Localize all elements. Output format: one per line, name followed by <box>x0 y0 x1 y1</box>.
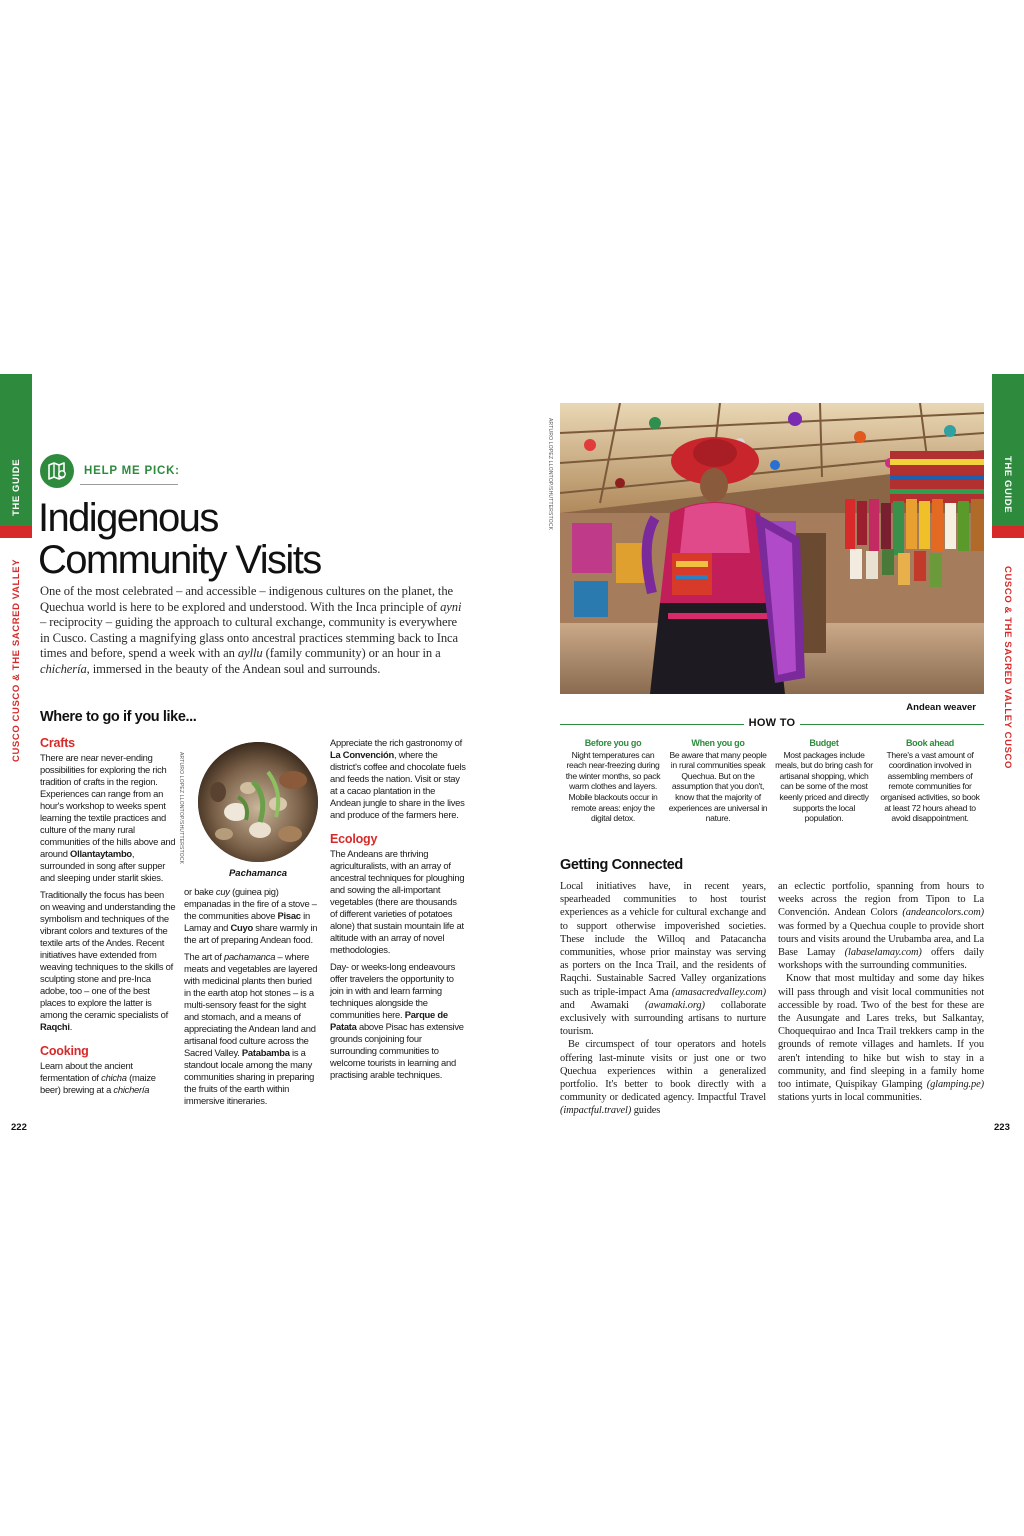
text-run: (amasacredvalley.com) <box>671 986 766 998</box>
right-tab-red <box>992 526 1024 538</box>
text-run: (family community) or an hour in a <box>262 646 441 661</box>
text-run: Be circumspect of tour operators and hotels offering last-minute visits or just one or two Quechua experiences within a generalized portfolio. It's better to book directly with a community or dedicated agency. Impactful Travel <box>560 1039 766 1104</box>
text-run: One of the most celebrated – and accessible – indigenous cultures on the planet, the Quechua world is here to be explored and understood. With the Inca principle of <box>40 584 454 614</box>
text-run: , where the district's coffee and chocolate fuels and feeds the nation. Visit or stay at a cacao plantation in the Andean jungle to share in the lives and produce of the farmers here. <box>330 749 466 820</box>
text-run: Traditionally the focus has been on weaving and understanding the symbolism and techniques of the vibrant colors and textures of the textile arts of the Andes. Recent initiatives have extended from weaving techniques to the skills of sculpting stone and pre-Inca adobe, too – one of the best places to explore the latter is among the ceramic specialists of <box>40 889 176 1020</box>
howto-when-heading: When you go <box>691 738 745 748</box>
cooking-paragraph-2 <box>184 886 318 946</box>
text-run: Learn about the ancient fermentation of <box>40 1060 133 1083</box>
text-run: above Pisac has extensive grounds conjoining four surrounding communities to welcome tourists in learning and practising arable techniques. <box>330 1021 464 1080</box>
ecology-heading: Ecology <box>330 832 378 846</box>
howto-heading: HOW TO <box>748 717 796 729</box>
howto-rule-left <box>560 724 744 725</box>
weaver-credit: ARTURO LOPEZ LLONTOP/SHUTTERSTOCK <box>547 418 553 531</box>
gc-paragraph-4 <box>778 972 984 1104</box>
text-run: Day- or weeks-long endeavours offer travelers the opportunity to join in with and learn farming techniques alongside the communities here. <box>330 961 456 1020</box>
gc-column-2 <box>778 880 984 1104</box>
ecology-paragraph-1 <box>330 848 466 956</box>
text-run: collaborate exclusively with surrounding artisans to nurture tourism. <box>560 999 766 1038</box>
left-running-head: CUSCO CUSCO & THE SACRED VALLEY <box>11 558 22 762</box>
kicker-rule <box>80 484 178 485</box>
crafts-paragraph-2 <box>40 889 176 1033</box>
text-run: Ollantaytambo <box>70 848 132 859</box>
pachamanca-caption: Pachamanca <box>228 868 288 879</box>
text-run: Know that most multiday and some day hikes will pass through and visit local communities not accessible by road. Two of the best for these are the Ausungate and Lares treks, but Salkantay, Choquequirao and Inca Trail trekkers camp in the grounds of remote villages and hamlets. If you aren't intending to hike but wish to stay in a community, and find sleeping in a family home too intimate, Quispikay Glamping <box>778 973 984 1091</box>
text-run: Local initiatives have, in recent years, spearheaded communities to host tourist experiences as a vehicle for cultural exchange and to support otherwise impoverished societies. These include the Willoq and Patacancha communities, whose prior mainstay was serving as porters on the Inca Trail, and the residents of Raqchi. Sustainable Sacred Valley organizations such as triple-impact Ama <box>560 881 766 998</box>
left-tab-red <box>0 526 32 538</box>
howto-book-heading: Book ahead <box>905 738 954 748</box>
text-run: There are near never-ending possibilities for exploring the rich tradition of crafts in the region. Experiences can range from an hour's workshop to weeks spent learning the textile practices and culture of the many rural communities of the hills above and around <box>40 752 176 859</box>
cooking-heading: Cooking <box>40 1044 89 1058</box>
text-run: (glamping.pe) <box>926 1079 984 1091</box>
page-number-right: 223 <box>994 1122 1010 1133</box>
weaver-caption: Andean weaver <box>906 702 976 713</box>
text-run: chicha <box>101 1072 127 1083</box>
text-run: – reciprocity – guiding the approach to cultural exchange, community is everywhere in Cusco. Casting a magnifying glass onto ancestral practices stemming back to Inca times and before, spend a week with an <box>40 615 459 661</box>
howto-book-text: There's a vast amount of coordination involved in assembling members of remote communities for organised activities, so book at least 72 hours ahead to avoid disappointment. <box>880 749 980 824</box>
text-run: (andeancolors.com) <box>902 907 984 919</box>
text-run: – where meats and vegetables are layered with medicinal plants then buried in the earth atop hot stones – is a multi-sensory feast for the sight and stomach, and a means of appreciating the Andean land and artisanal food culture across the Sacred Valley. <box>184 951 318 1058</box>
text-run: Patabamba <box>241 1047 290 1058</box>
gc-paragraph-2 <box>560 1038 766 1117</box>
where-heading: Where to go if you like... <box>40 709 197 725</box>
text-run: chichería <box>113 1084 150 1095</box>
text-run: Parque de Patata <box>330 1009 448 1032</box>
text-run: guides <box>631 1105 661 1117</box>
column-crafts <box>40 737 176 1101</box>
pachamanca-credit: ARTURO LOPEZ LLONTOP/SHUTTERSTOCK <box>178 752 184 865</box>
text-run: (guinea pig) empanadas in the fire of a stove – the communities above <box>184 886 317 921</box>
text-run: stations yurts in local communities. <box>778 1092 922 1104</box>
howto-before-text: Night temperatures can reach near-freezing during the winter months, so pack warm clothes and layers. Mobile blackouts occur in remote areas: enjoy the digital detox. <box>565 749 661 824</box>
howto-when <box>668 738 768 824</box>
text-run: was formed by a Quechua couple to provide short tours and visits around the Urubamba area, and La Base Lamay <box>778 920 984 959</box>
gc-paragraph-3 <box>778 880 984 972</box>
text-run: (awamaki.org) <box>645 999 705 1011</box>
text-run: Cuyo <box>230 922 253 933</box>
text-run: Appreciate the rich gastronomy of <box>330 737 462 748</box>
text-run: an eclectic portfolio, spanning from hours to weeks across the region from Tipon to La Convención. Andean Colors <box>778 881 984 919</box>
text-run: The art of <box>184 951 224 962</box>
text-run: is a standout locale among the many communities sharing in preparing the fruits of the earth within immersive itineraries. <box>184 1047 315 1106</box>
howto-before <box>563 738 663 824</box>
text-run: ayni <box>440 599 462 614</box>
text-run: , surrounded in song after supper and sleeping under starlit skies. <box>40 848 166 883</box>
page-number-left: 222 <box>11 1122 27 1133</box>
text-run: (impactful.travel) <box>560 1105 632 1117</box>
kicker-label: HELP ME PICK: <box>84 465 180 477</box>
left-tab-label: THE GUIDE <box>11 458 22 516</box>
text-run: The Andeans are thriving agriculturalists, with an array of ancestral techniques for ploughing and sowing the all-important vegetables (there are thousands of different varieties of potatoes alone) that sustain mountain life at altitude with an array of novel methodologies. <box>330 848 465 955</box>
cooking-paragraph-3 <box>184 951 318 1107</box>
text-run: chichería <box>40 661 87 676</box>
text-run: (labaselamay.com) <box>844 947 922 959</box>
right-tab-label: THE GUIDE <box>1002 456 1013 514</box>
howto-when-text: Be aware that many people in rural communities speak Quechua. But on the assumption that you don't, know that the majority of experiences are universal in nature. <box>668 749 768 824</box>
column-ecology <box>330 737 466 1086</box>
text-run: in Lamay and <box>184 910 310 933</box>
convencion-paragraph <box>330 737 466 821</box>
cooking-paragraph-1 <box>40 1060 176 1096</box>
text-run: La Convención <box>330 749 394 760</box>
ecology-paragraph-2 <box>330 961 466 1081</box>
text-run: , immersed in the beauty of the Andean soul and surrounds. <box>86 661 381 676</box>
page-title-line2: Community Visits <box>38 538 321 582</box>
text-run: Raqchi <box>40 1021 70 1032</box>
getting-connected-heading: Getting Connected <box>560 857 683 873</box>
howto-budget <box>774 738 874 824</box>
howto-rule-right <box>800 724 984 725</box>
text-run: share warmly in the art of preparing Andean food. <box>184 922 318 945</box>
howto-before-heading: Before you go <box>584 738 642 748</box>
text-run: ayllu <box>237 646 263 661</box>
text-run: cuy <box>215 886 230 897</box>
text-run: (maize beer) brewing at a <box>40 1072 156 1095</box>
crafts-paragraph-1 <box>40 752 176 884</box>
crafts-heading: Crafts <box>40 736 75 750</box>
text-run: or bake <box>184 886 216 897</box>
intro-paragraph <box>40 584 464 678</box>
howto-budget-heading: Budget <box>809 738 839 748</box>
map-pin-icon <box>40 454 74 488</box>
howto-book <box>880 738 980 824</box>
text-run: and Awamaki <box>560 999 646 1011</box>
gc-column-1 <box>560 880 766 1118</box>
howto-budget-text: Most packages include meals, but do bring cash for artisanal shopping, which can be some of the most keenly priced and directly supports the local population. <box>775 749 873 824</box>
help-me-pick-badge <box>40 454 74 488</box>
page-title-line1: Indigenous <box>38 496 218 540</box>
weaver-photo <box>560 403 984 694</box>
text-run: pachamanca <box>223 951 276 962</box>
gc-paragraph-1 <box>560 880 766 1038</box>
right-running-head: CUSCO & THE SACRED VALLEY CUSCO <box>1002 566 1013 769</box>
column-cooking-cont <box>184 886 318 1112</box>
text-run: Pisac <box>277 910 301 921</box>
pachamanca-photo <box>198 742 318 862</box>
text-run: . <box>69 1021 73 1032</box>
text-run: offers daily workshops with the surrounding communities. <box>778 947 984 972</box>
